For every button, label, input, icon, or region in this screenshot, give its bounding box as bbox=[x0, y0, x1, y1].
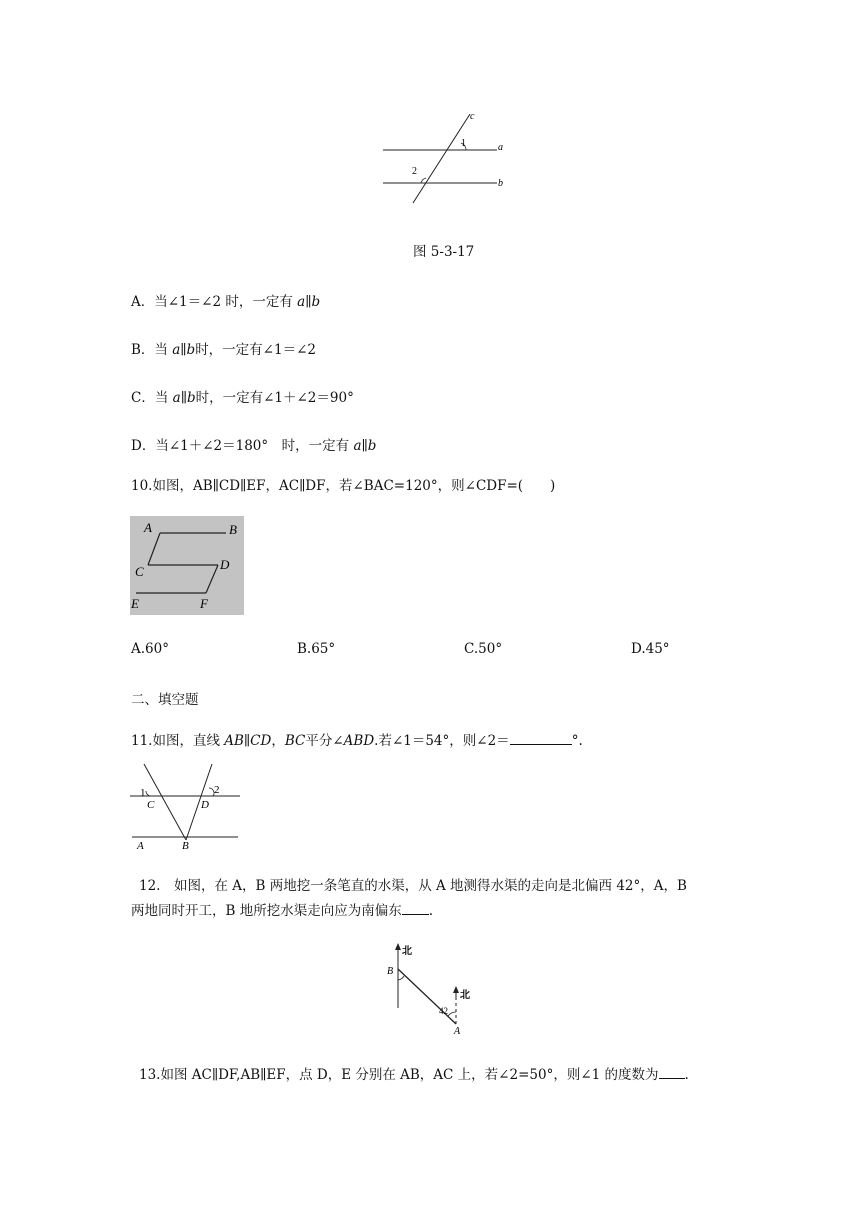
question-12-line1: 12. 如图，在 A，B 两地挖一条笔直的水渠，从 A 地测得水渠的走向是北偏西 42°，A，B bbox=[139, 878, 687, 894]
option-a-var-a: a bbox=[297, 294, 306, 310]
option-b-text: B．当 bbox=[131, 342, 173, 358]
label-c: c bbox=[470, 111, 475, 122]
q11-mid: 平分∠ bbox=[305, 733, 344, 749]
option-d-var-b: b bbox=[367, 438, 377, 454]
q11-prefix: 11.如图，直线 bbox=[131, 733, 225, 749]
section-title: 二、填空题 bbox=[131, 692, 199, 708]
label-angle1: 1 bbox=[461, 138, 466, 149]
figure-q10-drawing bbox=[130, 516, 244, 615]
option-a-parallel: ∥ bbox=[305, 294, 312, 310]
label-1: 1 bbox=[140, 787, 146, 799]
q12-end: . bbox=[428, 903, 434, 919]
option-a-text: A．当∠1＝∠2 时，一定有 bbox=[131, 294, 298, 310]
option-c-tail: 时，一定有∠1＋∠2＝90° bbox=[195, 390, 354, 406]
figure-q12 bbox=[384, 940, 476, 1038]
option-a bbox=[131, 290, 320, 310]
q10-option-b: B.65° bbox=[297, 641, 336, 657]
option-c-text: C．当 bbox=[131, 390, 173, 406]
q10-option-d: D.45° bbox=[631, 641, 670, 657]
q13-text: 13.如图 AC∥DF,AB∥EF，点 D，E 分别在 AB，AC 上，若∠2=50°，则∠1 的度数为 bbox=[139, 1067, 659, 1083]
q13-answer-blank bbox=[659, 1066, 685, 1079]
question-10: 10.如图，AB∥CD∥EF，AC∥DF，若∠BAC=120°，则∠CDF=( ) bbox=[131, 478, 556, 494]
angle2-arc bbox=[421, 178, 426, 183]
option-d-var-a: a bbox=[353, 438, 362, 454]
q10-option-c: C.50° bbox=[464, 641, 503, 657]
q12-line2-text: 两地同时开工，B 地所挖水渠走向应为南偏东 bbox=[131, 903, 402, 919]
option-b-tail: 时，一定有∠1＝∠2 bbox=[195, 342, 316, 358]
q11-abd: ABD bbox=[343, 733, 375, 749]
label-B: B bbox=[182, 840, 189, 852]
option-b-parallel: ∥ bbox=[180, 342, 187, 358]
question-11 bbox=[131, 729, 583, 749]
label-b: b bbox=[498, 178, 503, 189]
figure-q10 bbox=[130, 516, 244, 615]
option-c-parallel: ∥ bbox=[180, 390, 187, 406]
label-angle2: 2 bbox=[412, 166, 417, 177]
segment-ac bbox=[148, 533, 160, 565]
segment-df bbox=[206, 565, 218, 593]
label-A: A bbox=[144, 520, 152, 535]
option-b bbox=[131, 338, 316, 358]
q11-bc: BC bbox=[284, 733, 306, 749]
q11-sep: ， bbox=[271, 733, 285, 749]
option-b-var-b: b bbox=[186, 342, 196, 358]
option-c bbox=[131, 386, 354, 406]
figure-parallel-lines bbox=[375, 108, 515, 208]
label-north-b: 北 bbox=[402, 946, 412, 957]
label-42: 42 bbox=[439, 1006, 448, 1016]
label-2: 2 bbox=[214, 784, 220, 796]
label-B: B bbox=[229, 522, 237, 537]
option-a-var-b: b bbox=[311, 294, 321, 310]
figure-q11 bbox=[128, 760, 244, 852]
angle-arc-a bbox=[448, 1012, 456, 1016]
q10-option-a: A.60° bbox=[131, 641, 169, 657]
label-C: C bbox=[135, 564, 144, 579]
figure-caption: 图 5-3-17 bbox=[413, 244, 475, 260]
label-D: D bbox=[220, 557, 230, 572]
option-d-parallel: ∥ bbox=[361, 438, 368, 454]
transversal-c bbox=[413, 114, 470, 203]
label-F: F bbox=[200, 596, 208, 611]
north-arrowhead-b bbox=[395, 943, 401, 950]
q12-answer-blank bbox=[402, 902, 429, 915]
question-12-line2 bbox=[131, 899, 433, 919]
option-d-text: D．当∠1＋∠2＝180° 时，一定有 bbox=[131, 438, 354, 454]
label-D: D bbox=[201, 799, 209, 811]
label-a: a bbox=[498, 142, 503, 153]
question-13 bbox=[139, 1063, 689, 1083]
label-C: C bbox=[147, 799, 155, 811]
q13-end: . bbox=[684, 1067, 689, 1083]
option-c-var-b: b bbox=[186, 390, 196, 406]
angle1-arc bbox=[146, 791, 151, 796]
label-E: E bbox=[131, 596, 139, 611]
option-c-var-a: a bbox=[172, 390, 181, 406]
label-north-a: 北 bbox=[460, 990, 470, 1001]
angle-arc-b bbox=[398, 976, 404, 980]
option-b-var-a: a bbox=[172, 342, 181, 358]
q11-ab-cd: AB∥CD bbox=[224, 733, 272, 749]
q11-unit: °. bbox=[571, 733, 583, 749]
label-A: A bbox=[137, 840, 144, 852]
q11-answer-blank bbox=[510, 732, 572, 745]
label-B: B bbox=[387, 966, 394, 977]
north-arrowhead-a bbox=[453, 986, 459, 993]
option-d bbox=[131, 434, 376, 454]
q11-tail: .若∠1＝54°，则∠2＝ bbox=[374, 733, 510, 749]
label-A: A bbox=[454, 1026, 461, 1037]
